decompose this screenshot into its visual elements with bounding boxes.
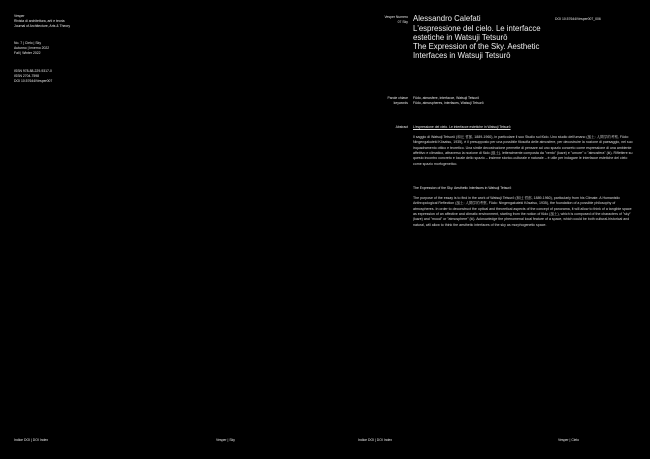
article-doi: DOI 10.57644/Vesper007_006 [555, 17, 601, 21]
article-title-it-line2: estetiche in Watsuji Tetsurō [413, 33, 508, 42]
journal-doi: DOI 10.57644/Vesper007 [14, 79, 53, 83]
label-keywords-it: Parole chiave [387, 96, 408, 100]
keywords-en: Fūdo, atmospheres, interfaces, Watsuji Tetsurō [413, 101, 484, 105]
label-journal-issue-2: 07 Sky [397, 20, 408, 24]
abstract-it-heading: L'espressione del cielo. Le interfacce estetiche in Watsuji Tetsurō [413, 125, 511, 129]
issue-season-en: Fall | Winter 2022 [14, 51, 41, 55]
issue-season-it: Autunno | Inverno 2022 [14, 46, 50, 50]
issn-print: ISSN 978-88-229-9317-0 [14, 69, 52, 73]
keywords-it: Fūdo, atmosfere, interfacce, Watsuji Tetsurō [413, 96, 480, 100]
journal-subtitle-en: Journal of Architecture, Arts & Theory [14, 24, 71, 28]
label-abstract: Abstract [395, 125, 408, 129]
abstract-it-text: Il saggio di Watsuji Tetsurō (和辻 哲郎, 1889-1960), in particolare il suo Studio sul fūdo. Uno studio dell'umano (風土: 人間学的考察, Fūdo: Ningengakuteki Kōsatsu, 1935), è il presupposto per una possibile filosofia delle atmosfere, per decostruire la nozione di paesaggio, nel suo inquadramento ottico e teoretico. Una simile decostruzione permette di pensare ad uno spazio concreto come espressione di una ambiente affettivo e climatico, attraverso la nozione di fūdo (風土), letteralmente composta da "vento" (kaze) e "umore" o "atmosfera" (ki). Riflettere su questo incontro concreto e locale dello spazio – insieme storico-culturale e naturale – è utile per indagare le interfacce estetiche del cielo come spazio morfogenetico. [413, 135, 633, 166]
footer-right-index: Indice DOI | DOI Index [358, 438, 393, 442]
journal-name: Vesper [14, 14, 25, 18]
issue-number: No. 7 | Cielo | Sky [14, 41, 42, 45]
abstract-en-heading: The Expression of the Sky. Aesthetic Interfaces in Watsuji Tetsurō [413, 186, 512, 190]
journal-subtitle-it: Rivista di architettura, arti e teoria [14, 19, 65, 23]
footer-right-running-head: Vesper | Cielo [558, 438, 580, 442]
abstract-en-text: The purpose of the essay is to find in the work of Watsuji Tetsurō (和辻 哲郎, 1889-1960), particularly from his Climate. A Humanistic Anthropological Reflection (風土: 人間学的考察, Fūdo: Ningengakuteki Kōsatsu, 1935), the foundation of a possible philosophy of atmospheres. In order to deconstruct the optical and theoretical aspects of the concept of panorama, it will allow to think of a tangible space as expression of an affective and climatic environment, starting from the notion of fūdo (風土), which is composed of the characters of "sky" (kaze) and "mood" or "atmosphere" (ki). Acknowledge the phenomenal local feature of a space, which could be both cultural-historical and natural, will allow to think the aesthetic interfaces of the sky as morphogenetic space. [413, 196, 632, 227]
article-title-en-line2: Interfaces in Watsuji Tetsurō [413, 51, 511, 60]
footer-left-running-head: Vesper | Sky [216, 438, 235, 442]
article-title-it-line1: L'espressione del cielo. Le interfacce [413, 24, 541, 33]
footer-left-index: Indice DOI | DOI Index [14, 438, 49, 442]
label-keywords-en: keywords [393, 101, 408, 105]
label-journal-issue: Vesper Numero [384, 15, 408, 19]
article-title-en-line1: The Expression of the Sky. Aesthetic [413, 42, 540, 51]
issn-online: ISSN 2704-7598 [14, 74, 40, 78]
article-author: Alessandro Calefati [413, 14, 481, 23]
